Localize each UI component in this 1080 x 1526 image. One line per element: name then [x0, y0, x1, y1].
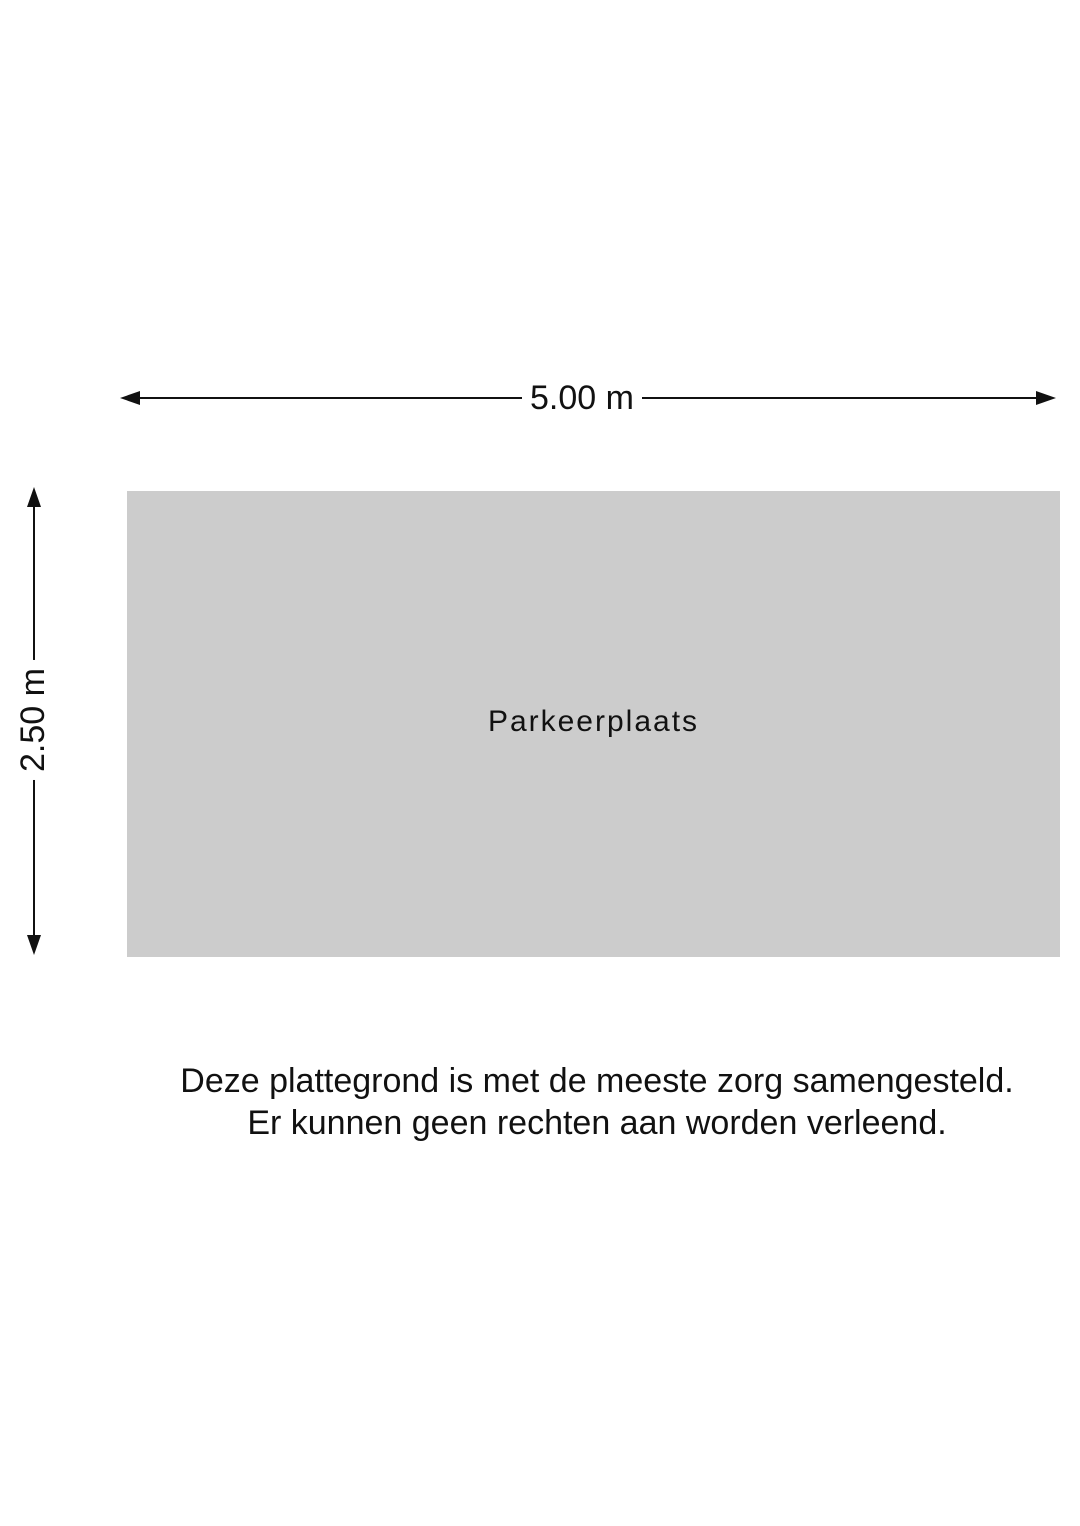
room-label: Parkeerplaats: [487, 705, 700, 738]
width-dimension-label: 5.00 m: [522, 381, 642, 415]
height-arrow-bottom-icon: [27, 935, 41, 955]
height-dimension-label: 2.50 m: [16, 660, 50, 780]
disclaimer-text: [127, 1060, 1067, 1144]
room-parkeerplaats: [127, 491, 1060, 957]
width-arrow-left-icon: [120, 391, 140, 405]
height-arrow-top-icon: [27, 487, 41, 507]
disclaimer-line-1: Deze plattegrond is met de meeste zorg samengesteld.: [180, 1062, 1014, 1100]
width-arrow-right-icon: [1036, 391, 1056, 405]
disclaimer-line-2: Er kunnen geen rechten aan worden verleend.: [247, 1104, 947, 1142]
